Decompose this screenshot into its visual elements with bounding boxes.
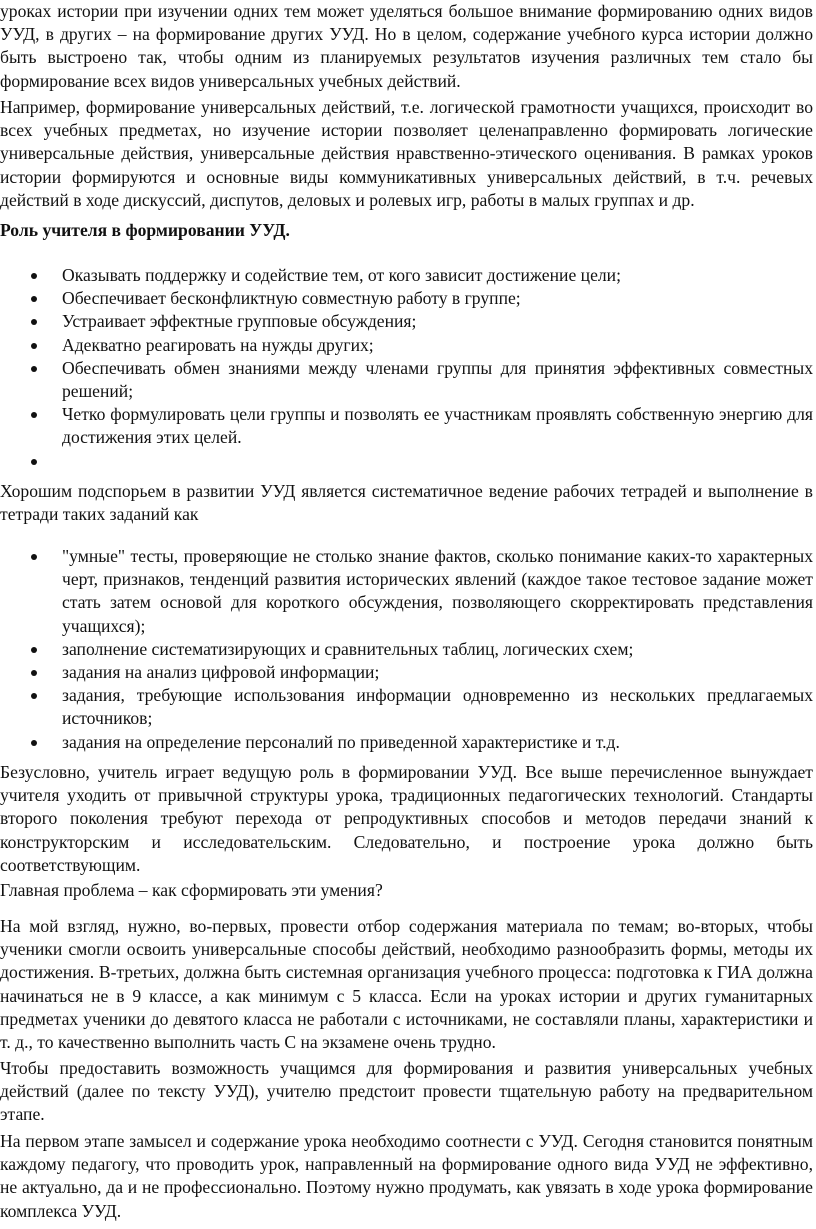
list-item (0, 545, 813, 638)
paragraph-teacher-role: Безусловно, учитель играет ведущую роль в формировании УУД. Все выше перечисленное вынуждает учителя уходить от привычной структуры урока, традиционных педагогических технологий. Стандарты второго поколения требуют перехода от репродуктивных способов и методов передачи знаний к конструкторским и исследовательским. Следовательно, и построение урока должно быть соответствующим. (0, 762, 813, 875)
list-item-text: "умные" тесты, проверяющие не столько знание фактов, сколько понимание каких-то характерных черт, признаков, тенденций развития исторических явлений (каждое такое тестовое задание может стать затем основой для короткого обсуждения, позволяющего скорректировать представления учащихся); (62, 546, 813, 636)
bullet-icon (31, 647, 37, 653)
bullet-icon (31, 366, 37, 372)
paragraph-opinion: На мой взгляд, нужно, во-первых, провести отбор содержания материала по темам; во-вторых, чтобы ученики смогли освоить универсальные способы действий, необходимо разнообразить формы, методы их достижения. В-третьих, должна быть системная организация учебного процесса: подготовка к ГИА должна начинаться не в 9 классе, а как минимум с 5 класса. Если на уроках истории и других гуманитарных предметах ученики до девятого класса не работали с источниками, не составляли планы, характеристики и т. д., то качественно выполнить часть С на экзамене очень трудно. (0, 916, 813, 1053)
list-item-text: Адекватно реагировать на нужды других; (62, 334, 374, 355)
bullet-icon (31, 670, 37, 676)
bullet-icon (31, 343, 37, 349)
list-item-text: заполнение систематизирующих и сравнительных таблиц, логических схем; (62, 638, 634, 659)
bullet-icon (31, 740, 37, 746)
list-item (0, 310, 813, 333)
paragraph-first-stage: На первом этапе замысел и содержание урока необходимо соотнести с УУД. Сегодня становится понятным каждому педагогу, что проводить урок, направленный на формирование одного вида УУД не эффективно, не актуально, да и не профессионально. Поэтому нужно продумать, как увязать в ходе урока формирование комплекса УУД. (0, 1131, 813, 1221)
list-item (0, 287, 813, 310)
bullet-icon (31, 273, 37, 279)
list-item (0, 264, 813, 287)
paragraph-example: Например, формирование универсальных действий, т.е. логической грамотности учащихся, происходит во всех учебных предметах, но изучение истории позволяет целенаправленно формировать логические универсальные действия, универсальные действия нравственно-этического оценивания. В рамках уроков истории формируются и основные виды коммуникативных универсальных действий, в т.ч. речевых действий в ходе дискуссий, диспутов, деловых и ролевых игр, работы в малых группах и др. (0, 97, 813, 210)
list-item-text: задания на анализ цифровой информации; (62, 662, 380, 683)
bullet-icon (31, 459, 37, 465)
list-item-text: Обеспечивает бесконфликтную совместную работу в группе; (62, 288, 521, 309)
list-item (0, 403, 813, 449)
list-item-text: Оказывать поддержку и содействие тем, от кого зависит достижение цели; (62, 265, 621, 285)
list-item-text: Обеспечивать обмен знаниями между членами группы для принятия эффективных совместных решений; (62, 357, 813, 402)
list-item (0, 731, 813, 754)
list-item-text: задания, требующие использования информации одновременно из нескольких предлагаемых источников; (62, 685, 813, 729)
list-item (0, 357, 813, 403)
list-item (0, 661, 813, 684)
teacher-role-list (0, 264, 813, 473)
paragraph-opportunity: Чтобы предоставить возможность учащимся для формирования и развития универсальных учебных действий (далее по тексту УУД), учителю предстоит провести тщательную работу на предварительном этапе. (0, 1058, 813, 1125)
tasks-list (0, 545, 813, 754)
list-item (0, 638, 813, 661)
paragraph-intro: уроках истории при изучении одних тем может уделяться большое внимание формированию одних видов УУД, в других – на формирование других УУД. Но в целом, содержание учебного курса истории должно быть выстроено так, чтобы одним из планируемых результатов изучения различных тем стало бы формирование всех видов универсальных учебных действий. (0, 1, 813, 91)
bullet-icon (31, 554, 37, 560)
bullet-icon (31, 693, 37, 699)
list-item-text: Четко формулировать цели группы и позволять ее участникам проявлять собственную энергию для достижения этих целей. (62, 404, 813, 448)
paragraph-notebooks: Хорошим подспорьем в развитии УУД является систематичное ведение рабочих тетрадей и выполнение в тетради таких заданий как (0, 481, 813, 525)
list-item (0, 334, 813, 357)
bullet-icon (31, 296, 37, 302)
bullet-icon (31, 412, 37, 418)
list-item (0, 684, 813, 730)
list-item-text: задания на определение персоналий по приведенной характеристике и т.д. (62, 731, 620, 752)
bullet-icon (31, 319, 37, 325)
section-heading: Роль учителя в формировании УУД. (0, 220, 290, 240)
paragraph-main-problem: Главная проблема – как сформировать эти умения? (0, 880, 383, 900)
list-item-empty (0, 450, 813, 473)
list-item-text: Устраивает эффектные групповые обсуждения; (62, 311, 417, 332)
